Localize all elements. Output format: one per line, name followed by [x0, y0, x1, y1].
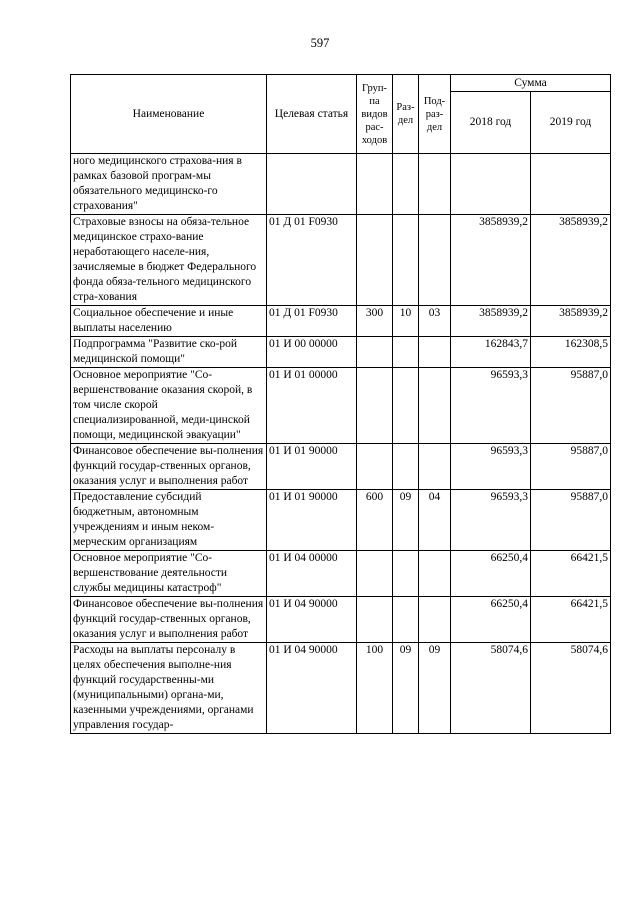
cell-group: [357, 215, 393, 306]
cell-2019: [531, 154, 611, 215]
cell-section: 09: [393, 643, 419, 734]
header-year-2018: 2018 год: [451, 92, 531, 154]
cell-name: Финансовое обеспечение вы-полнения функций государ-ственных органов, оказания услуг и выполнения работ: [71, 597, 267, 643]
header-year-2019: 2019 год: [531, 92, 611, 154]
cell-target: 01 И 04 90000: [267, 643, 357, 734]
cell-2018: 3858939,2: [451, 215, 531, 306]
cell-2018: 58074,6: [451, 643, 531, 734]
cell-section: [393, 597, 419, 643]
header-group: Груп-па видов рас-ходов: [357, 75, 393, 154]
cell-2018: 96593,3: [451, 368, 531, 444]
cell-2019: 66421,5: [531, 597, 611, 643]
cell-group: [357, 597, 393, 643]
cell-2018: 3858939,2: [451, 306, 531, 337]
cell-name: ного медицинского страхова-ния в рамках базовой програм-мы обязательного медицинско-го страхования": [71, 154, 267, 215]
cell-2018: [451, 154, 531, 215]
cell-2019: 66421,5: [531, 551, 611, 597]
header-target: Целевая статья: [267, 75, 357, 154]
cell-name: Предоставление субсидий бюджетным, автономным учреждениям и иным неком-мерческим организациям: [71, 490, 267, 551]
cell-2018: 96593,3: [451, 444, 531, 490]
cell-2018: 66250,4: [451, 597, 531, 643]
cell-section: [393, 337, 419, 368]
header-name: Наименование: [71, 75, 267, 154]
cell-subsection: [419, 337, 451, 368]
table-row: [71, 215, 611, 306]
cell-target: 01 И 04 00000: [267, 551, 357, 597]
cell-group: 300: [357, 306, 393, 337]
table-row: [71, 597, 611, 643]
cell-name: Социальное обеспечение и иные выплаты населению: [71, 306, 267, 337]
cell-section: [393, 551, 419, 597]
header-section: Раз-дел: [393, 75, 419, 154]
cell-subsection: [419, 597, 451, 643]
cell-target: 01 И 00 00000: [267, 337, 357, 368]
cell-subsection: 09: [419, 643, 451, 734]
table-row: [71, 306, 611, 337]
cell-subsection: [419, 551, 451, 597]
cell-name: Основное мероприятие "Со-вершенствование оказания скорой, в том числе скорой специализированной, меди-цинской помощи, медицинской эвакуации": [71, 368, 267, 444]
cell-2019: 58074,6: [531, 643, 611, 734]
table-row: [71, 444, 611, 490]
cell-group: [357, 368, 393, 444]
cell-section: [393, 444, 419, 490]
header-sum: Сумма: [451, 75, 611, 92]
cell-target: 01 Д 01 F0930: [267, 215, 357, 306]
page-number: 597: [310, 36, 330, 50]
cell-name: Расходы на выплаты персоналу в целях обеспечения выполне-ния функций государственны-ми (муниципальными) органа-ми, казенными учреждениями, органами управления государ-: [71, 643, 267, 734]
cell-target: 01 И 01 00000: [267, 368, 357, 444]
cell-2019: 3858939,2: [531, 306, 611, 337]
cell-2019: 95887,0: [531, 490, 611, 551]
header-subsection: Под-раз-дел: [419, 75, 451, 154]
cell-name: Основное мероприятие "Со-вершенствование деятельности службы медицины катастроф": [71, 551, 267, 597]
cell-name: Страховые взносы на обяза-тельное медицинское страхо-вание неработающего населе-ния, зачисляемые в бюджет Федерального фонда обяза-тельного медицинского стра-хования: [71, 215, 267, 306]
table-row: [71, 337, 611, 368]
budget-table: [70, 74, 611, 734]
cell-section: 09: [393, 490, 419, 551]
table-row: [71, 154, 611, 215]
cell-2018: 96593,3: [451, 490, 531, 551]
cell-section: 10: [393, 306, 419, 337]
cell-subsection: [419, 154, 451, 215]
cell-2018: 162843,7: [451, 337, 531, 368]
cell-2019: 3858939,2: [531, 215, 611, 306]
cell-subsection: 04: [419, 490, 451, 551]
cell-group: [357, 154, 393, 215]
cell-group: [357, 337, 393, 368]
cell-section: [393, 154, 419, 215]
cell-subsection: [419, 444, 451, 490]
cell-target: 01 И 04 90000: [267, 597, 357, 643]
cell-group: 600: [357, 490, 393, 551]
cell-target: 01 Д 01 F0930: [267, 306, 357, 337]
cell-target: 01 И 01 90000: [267, 444, 357, 490]
cell-group: [357, 444, 393, 490]
cell-2019: 95887,0: [531, 368, 611, 444]
cell-2019: 95887,0: [531, 444, 611, 490]
cell-2019: 162308,5: [531, 337, 611, 368]
table-row: [71, 490, 611, 551]
cell-section: [393, 368, 419, 444]
cell-2018: 66250,4: [451, 551, 531, 597]
table-row: [71, 643, 611, 734]
cell-subsection: [419, 215, 451, 306]
cell-target: [267, 154, 357, 215]
cell-section: [393, 215, 419, 306]
cell-group: 100: [357, 643, 393, 734]
cell-subsection: [419, 368, 451, 444]
cell-subsection: 03: [419, 306, 451, 337]
cell-group: [357, 551, 393, 597]
cell-name: Подпрограмма "Развитие ско-рой медицинской помощи": [71, 337, 267, 368]
table-row: [71, 368, 611, 444]
cell-name: Финансовое обеспечение вы-полнения функций государ-ственных органов, оказания услуг и выполнения работ: [71, 444, 267, 490]
cell-target: 01 И 01 90000: [267, 490, 357, 551]
table-row: [71, 551, 611, 597]
